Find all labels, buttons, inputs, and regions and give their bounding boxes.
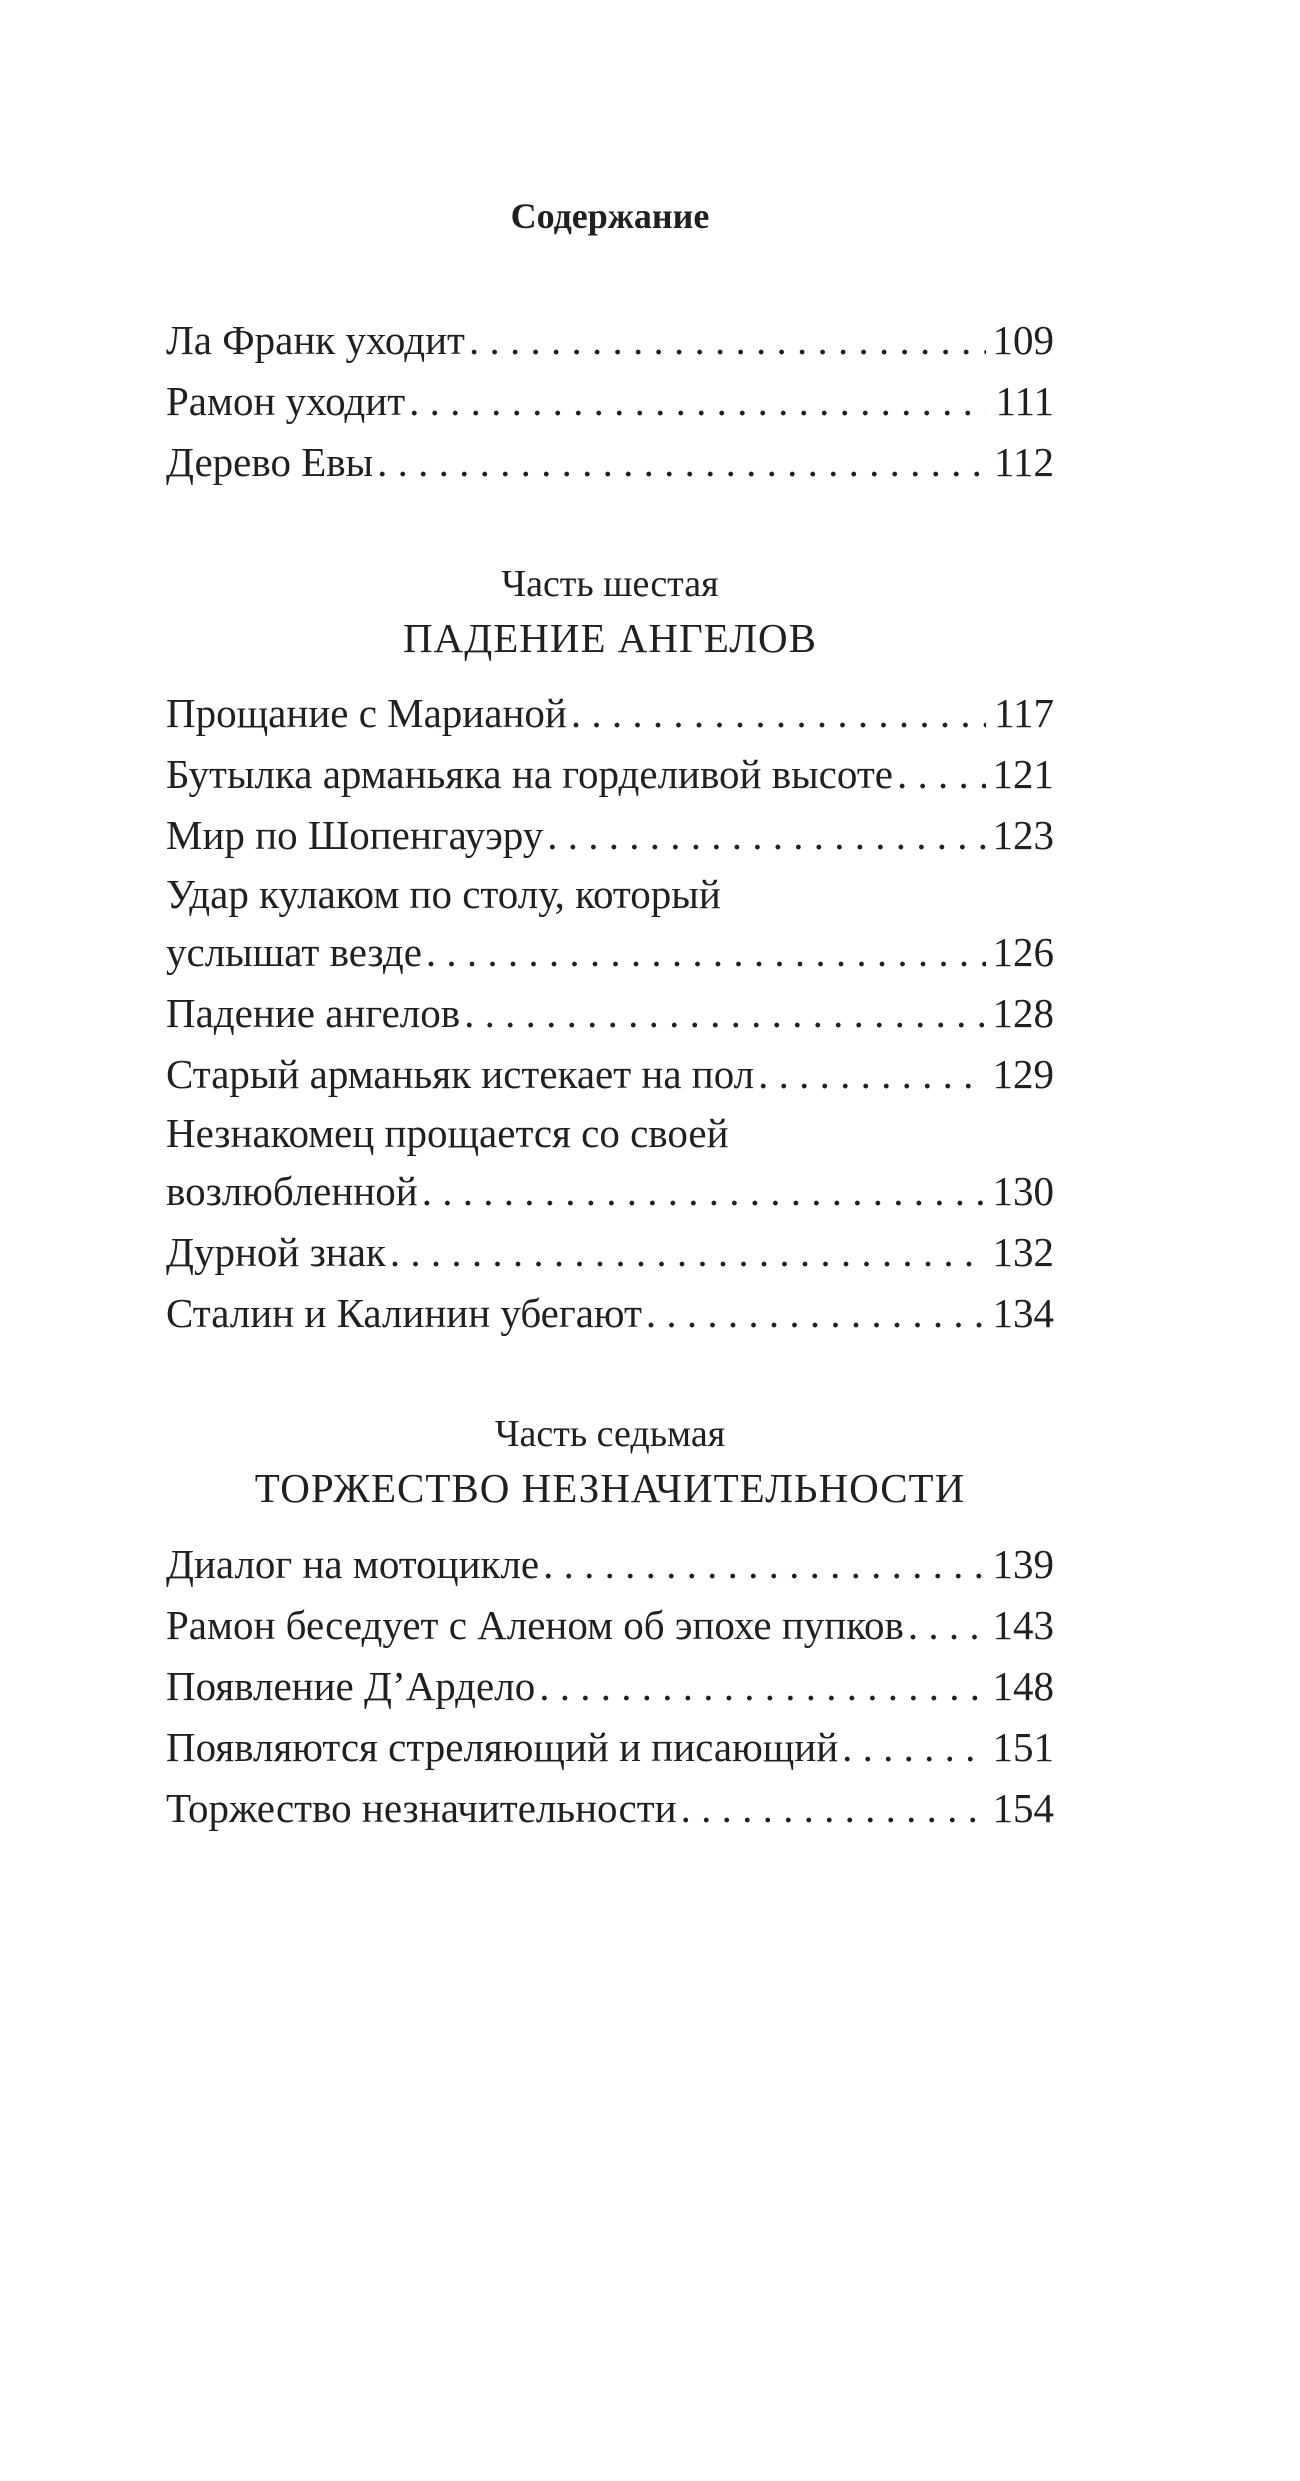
toc-leader-dots [908,1595,986,1656]
toc-entry [166,371,1054,432]
toc-leader-dots [426,922,986,983]
toc-leader-dots [469,310,986,371]
toc-part7 [166,1534,1054,1839]
toc-entry-title: Бутылка арманьяка на горделивой высоте [166,751,893,797]
toc-entry-page: 134 [992,1290,1054,1336]
toc-entry-title: Прощание с Марианой [166,690,567,736]
toc-entry-page: 117 [994,690,1054,736]
toc-entry [166,683,1054,744]
toc-entry-title: Торжество незначительности [166,1785,677,1831]
toc-leader-dots [897,744,986,805]
toc-entry [166,866,1054,983]
toc-entry-page: 123 [992,812,1054,858]
toc-entry-page: 143 [992,1602,1054,1648]
part6-name: ПАДЕНИЕ АНГЕЛОВ [403,615,817,661]
toc-leader-dots [547,805,986,866]
toc-leader-dots [422,1161,986,1222]
toc-entry-page: 109 [992,317,1054,363]
toc-entry-page: 111 [995,378,1054,424]
toc-entry-title: Мир по Шопенгауэру [166,812,544,858]
toc-entry-page: 128 [992,990,1054,1036]
page-title: Содержание [510,196,710,236]
part7-label: Часть седьмая [494,1413,726,1455]
toc-entry [166,1656,1054,1717]
toc-leader-dots [646,1283,986,1344]
part7-heading [0,1408,1220,1516]
toc-leader-dots [571,683,986,744]
toc-leader-dots [390,1222,986,1283]
toc-entry [166,1595,1054,1656]
toc-entry [166,1717,1054,1778]
toc-entry-title: возлюбленной [166,1168,418,1214]
toc-entry-title: Падение ангелов [166,990,461,1036]
toc-leader-dots [681,1778,986,1839]
toc-entry-page: 139 [992,1541,1054,1587]
toc-entry [166,1044,1054,1105]
toc-intro [166,310,1054,493]
toc-entry-title: Рамон уходит [166,378,406,424]
toc-entry-page: 132 [992,1229,1054,1275]
toc-entry-page: 151 [992,1724,1054,1770]
toc-entry-page: 129 [992,1051,1054,1097]
toc-entry-title: Старый арманьяк истекает на пол [166,1051,755,1097]
toc-entry-title: Дурной знак [166,1229,386,1275]
toc-entry [166,1778,1054,1839]
part7-name: ТОРЖЕСТВО НЕЗНАЧИТЕЛЬНОСТИ [254,1465,966,1511]
toc-entry [166,744,1054,805]
part6-heading [0,558,1220,666]
toc-entry [166,805,1054,866]
toc-entry [166,432,1054,493]
toc-leader-dots [377,432,986,493]
toc-leader-dots [539,1656,986,1717]
toc-entry-title: Дерево Евы [166,439,374,485]
toc-entry-title: услышат везде [166,929,422,975]
toc-entry-title: Сталин и Калинин убегают [166,1290,642,1336]
toc-entry-page: 121 [992,751,1054,797]
toc-entry [166,1534,1054,1595]
toc-entry-page: 130 [992,1168,1054,1214]
part6-label: Часть шестая [501,563,719,605]
toc-leader-dots [758,1044,986,1105]
toc-entry-title: Появляются стреляющий и писающий [166,1724,839,1770]
toc-entry-title: Рамон беседует с Аленом об эпохе пупков [166,1602,904,1648]
toc-entry-title: Ла Франк уходит [166,317,465,363]
toc-entry [166,310,1054,371]
toc-entry-title: Диалог на мотоцикле [166,1541,540,1587]
toc-leader-dots [464,983,986,1044]
toc-part6 [166,683,1054,1344]
toc-entry-page: 148 [992,1663,1054,1709]
toc-entry-line2 [166,1161,1054,1222]
toc-entry-title-line1: Удар кулаком по столу, который [166,871,721,917]
toc-entry-page: 154 [992,1785,1054,1831]
toc-leader-dots [409,371,986,432]
toc-leader-dots [842,1717,986,1778]
toc-entry [166,1222,1054,1283]
toc-entry-page: 112 [994,439,1054,485]
toc-entry-page: 126 [992,929,1054,975]
toc-entry-title: Появление Д’Ардело [166,1663,536,1709]
toc-entry-title-line1: Незнакомец прощается со своей [166,1110,729,1156]
toc-entry [166,1283,1054,1344]
toc-leader-dots [543,1534,986,1595]
toc-entry [166,983,1054,1044]
toc-entry [166,1105,1054,1222]
toc-entry-line2 [166,922,1054,983]
